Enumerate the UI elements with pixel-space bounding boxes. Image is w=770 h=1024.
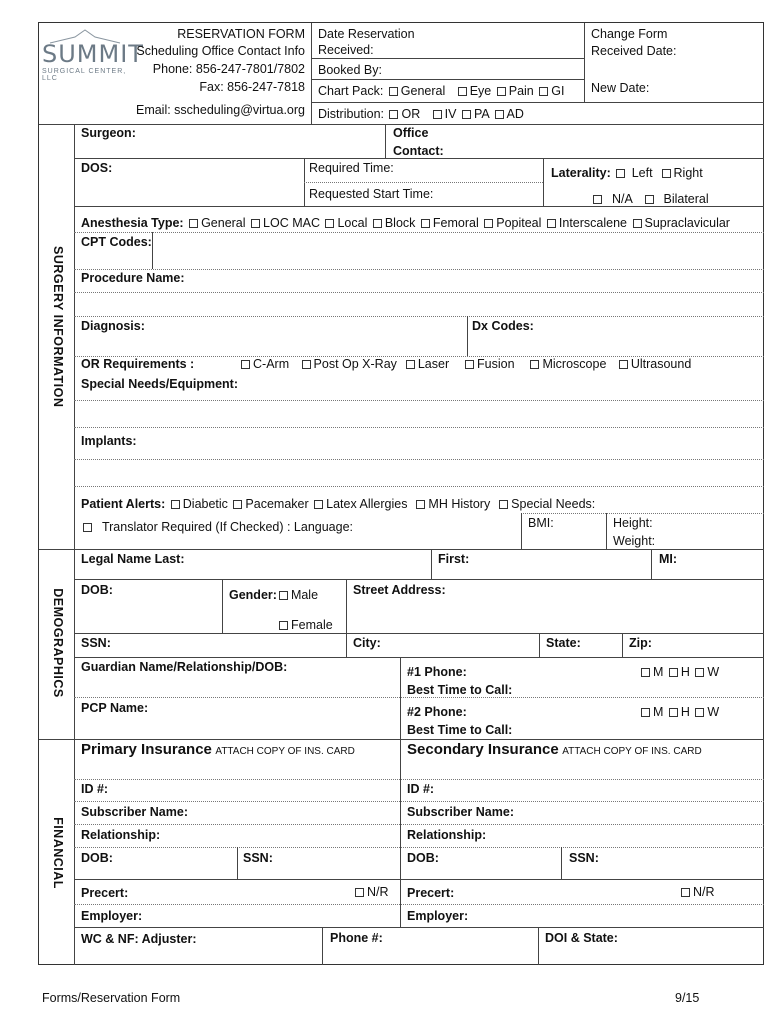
dist-pa-checkbox[interactable] [462,110,471,119]
primary-relationship-field[interactable]: Relationship: [81,828,161,842]
translator-checkbox[interactable] [83,523,92,532]
change-form-label: Change Form [591,27,668,41]
zip-field[interactable]: Zip: [629,636,652,650]
state-field[interactable]: State: [546,636,581,650]
reservation-form [38,22,764,965]
phone1-m-checkbox[interactable] [641,668,650,677]
phone2-w-checkbox[interactable] [695,708,704,717]
chart-pain-checkbox[interactable] [497,87,506,96]
gender-male-checkbox[interactable] [279,591,288,600]
diagnosis-field[interactable]: Diagnosis: [81,319,145,333]
secondary-nr-row: N/R [679,885,715,900]
footer-left: Forms/Reservation Form [42,991,181,1005]
laterality-right-checkbox[interactable] [662,169,671,178]
laterality-row-2: N/A Bilateral [591,192,709,207]
implants-field[interactable]: Implants: [81,434,137,448]
laterality-row-1: Laterality: Left Right [551,166,703,180]
surgeon-field[interactable]: Surgeon: [81,126,136,140]
alert-diabetic-checkbox[interactable] [171,500,180,509]
new-date-field[interactable]: New Date: [591,81,650,95]
required-time-field[interactable]: Required Time: [309,161,394,175]
legal-name-last-field[interactable]: Legal Name Last: [81,552,185,566]
chart-pack-row: Chart Pack: General Eye Pain GI [318,84,565,98]
gender-row: Gender: Male [229,588,319,602]
phone2-mhw-row: M H W [639,705,719,720]
phone2-h-checkbox[interactable] [669,708,678,717]
translator-row: Translator Required (If Checked) : Language: [81,520,353,535]
secondary-nr-checkbox[interactable] [681,888,690,897]
anes-locmac-checkbox[interactable] [251,219,260,228]
cpt-codes-field[interactable]: CPT Codes: [81,235,152,249]
dist-ad-checkbox[interactable] [495,110,504,119]
form-title: RESERVATION FORM [177,27,305,41]
phone1-h-checkbox[interactable] [669,668,678,677]
anes-popiteal-checkbox[interactable] [484,219,493,228]
email-label: Email: sscheduling@virtua.org [135,103,305,117]
secondary-dob-field[interactable]: DOB: [407,851,439,865]
secondary-subscriber-field[interactable]: Subscriber Name: [407,805,514,819]
or-microscope-checkbox[interactable] [530,360,539,369]
or-ultrasound-checkbox[interactable] [619,360,628,369]
street-address-field[interactable]: Street Address: [353,583,446,597]
primary-precert-field[interactable]: Precert: [81,886,129,900]
or-laser-checkbox[interactable] [406,360,415,369]
gender-female-checkbox[interactable] [279,621,288,630]
best-time-1-field[interactable]: Best Time to Call: [407,683,513,697]
chart-gi-checkbox[interactable] [539,87,548,96]
anesthesia-row: Anesthesia Type: General LOC MAC Local Block Femoral Popiteal Interscalene Supraclavicular [81,216,730,230]
contact-info-label: Scheduling Office Contact Info [136,44,305,58]
section-surgery-label: SURGERY INFORMATION [51,246,65,408]
special-needs-field[interactable]: Special Needs/Equipment: [81,377,238,391]
received-date-field[interactable]: Received Date: [591,44,677,58]
section-demographics-label: DEMOGRAPHICS [51,588,65,698]
phone1-field[interactable]: #1 Phone: [407,665,467,679]
primary-ssn-field[interactable]: SSN: [243,851,273,865]
primary-nr-checkbox[interactable] [355,888,364,897]
mi-field[interactable]: MI: [659,552,678,566]
phone1-mhw-row: M H W [639,665,719,680]
laterality-na-checkbox[interactable] [593,195,602,204]
anes-local-checkbox[interactable] [325,219,334,228]
anes-block-checkbox[interactable] [373,219,382,228]
first-name-field[interactable]: First: [438,552,470,566]
or-postop-xray-checkbox[interactable] [302,360,311,369]
fax-label: Fax: 856-247-7818 [199,80,305,94]
primary-dob-field[interactable]: DOB: [81,851,113,865]
dist-or-checkbox[interactable] [389,110,398,119]
primary-id-field[interactable]: ID #: [81,782,109,796]
logo-subtitle: SURGICAL CENTER, LLC [42,68,127,82]
office-label: Office [393,126,429,140]
weight-field[interactable]: Weight: [613,534,656,548]
date-reservation-label: Date Reservation [318,27,415,41]
section-financial-label: FINANCIAL [51,817,65,889]
anes-interscalene-checkbox[interactable] [547,219,556,228]
alert-pacemaker-checkbox[interactable] [233,500,242,509]
received-label: Received: [318,43,374,57]
distribution-row: Distribution: OR IV PA AD [318,107,524,121]
laterality-left-checkbox[interactable] [616,169,625,178]
phone2-field[interactable]: #2 Phone: [407,705,467,719]
or-requirements-label: OR Requirements : [81,357,195,371]
requested-start-field[interactable]: Requested Start Time: [309,187,434,201]
page-number: 9/15 [675,991,700,1005]
ssn-field[interactable]: SSN: [81,636,111,650]
phone-label: Phone: 856-247-7801/7802 [152,62,305,76]
secondary-insurance-heading: Secondary Insurance ATTACH COPY OF INS. CARD [407,741,702,758]
or-options-row: C-Arm Post Op X-Ray Laser Fusion Microscope Ultrasound [239,357,691,372]
secondary-id-field[interactable]: ID #: [407,782,435,796]
alert-special-needs-checkbox[interactable] [499,500,508,509]
city-field[interactable]: City: [353,636,381,650]
anes-general-checkbox[interactable] [189,219,198,228]
secondary-precert-field[interactable]: Precert: [407,886,455,900]
gender-female-row: Female [277,618,333,633]
height-field[interactable]: Height: [613,516,653,530]
patient-alerts-row: Patient Alerts: Diabetic Pacemaker Latex Allergies MH History Special Needs: [81,497,596,511]
or-carm-checkbox[interactable] [241,360,250,369]
best-time-2-field[interactable]: Best Time to Call: [407,723,513,737]
phone1-w-checkbox[interactable] [695,668,704,677]
phone2-m-checkbox[interactable] [641,708,650,717]
primary-nr-row: N/R [353,885,389,900]
dist-iv-checkbox[interactable] [433,110,442,119]
adjuster-field[interactable]: WC & NF: Adjuster: [81,932,197,946]
laterality-bilateral-checkbox[interactable] [645,195,654,204]
adjuster-phone-field[interactable]: Phone #: [330,931,383,945]
dob-field[interactable]: DOB: [81,583,113,597]
logo-name: SUMMIT [42,40,144,68]
or-fusion-checkbox[interactable] [465,360,474,369]
alert-latex-checkbox[interactable] [314,500,323,509]
secondary-ssn-field[interactable]: SSN: [569,851,599,865]
alert-mh-history-checkbox[interactable] [416,500,425,509]
guardian-field[interactable]: Guardian Name/Relationship/DOB: [81,660,288,674]
dos-field[interactable]: DOS: [81,161,113,175]
chart-eye-checkbox[interactable] [458,87,467,96]
anes-supraclavicular-checkbox[interactable] [633,219,642,228]
booked-by-field[interactable]: Booked By: [318,63,382,77]
doi-state-field[interactable]: DOI & State: [545,931,618,945]
secondary-relationship-field[interactable]: Relationship: [407,828,487,842]
procedure-name-field[interactable]: Procedure Name: [81,271,185,285]
dx-codes-field[interactable]: Dx Codes: [472,319,534,333]
anes-femoral-checkbox[interactable] [421,219,430,228]
pcp-name-field[interactable]: PCP Name: [81,701,149,715]
secondary-employer-field[interactable]: Employer: [407,909,469,923]
chart-general-checkbox[interactable] [389,87,398,96]
bmi-field[interactable]: BMI: [528,516,554,530]
office-contact-field[interactable]: Contact: [393,144,444,158]
primary-subscriber-field[interactable]: Subscriber Name: [81,805,188,819]
primary-insurance-heading: Primary Insurance ATTACH COPY OF INS. CARD [81,741,355,758]
primary-employer-field[interactable]: Employer: [81,909,143,923]
